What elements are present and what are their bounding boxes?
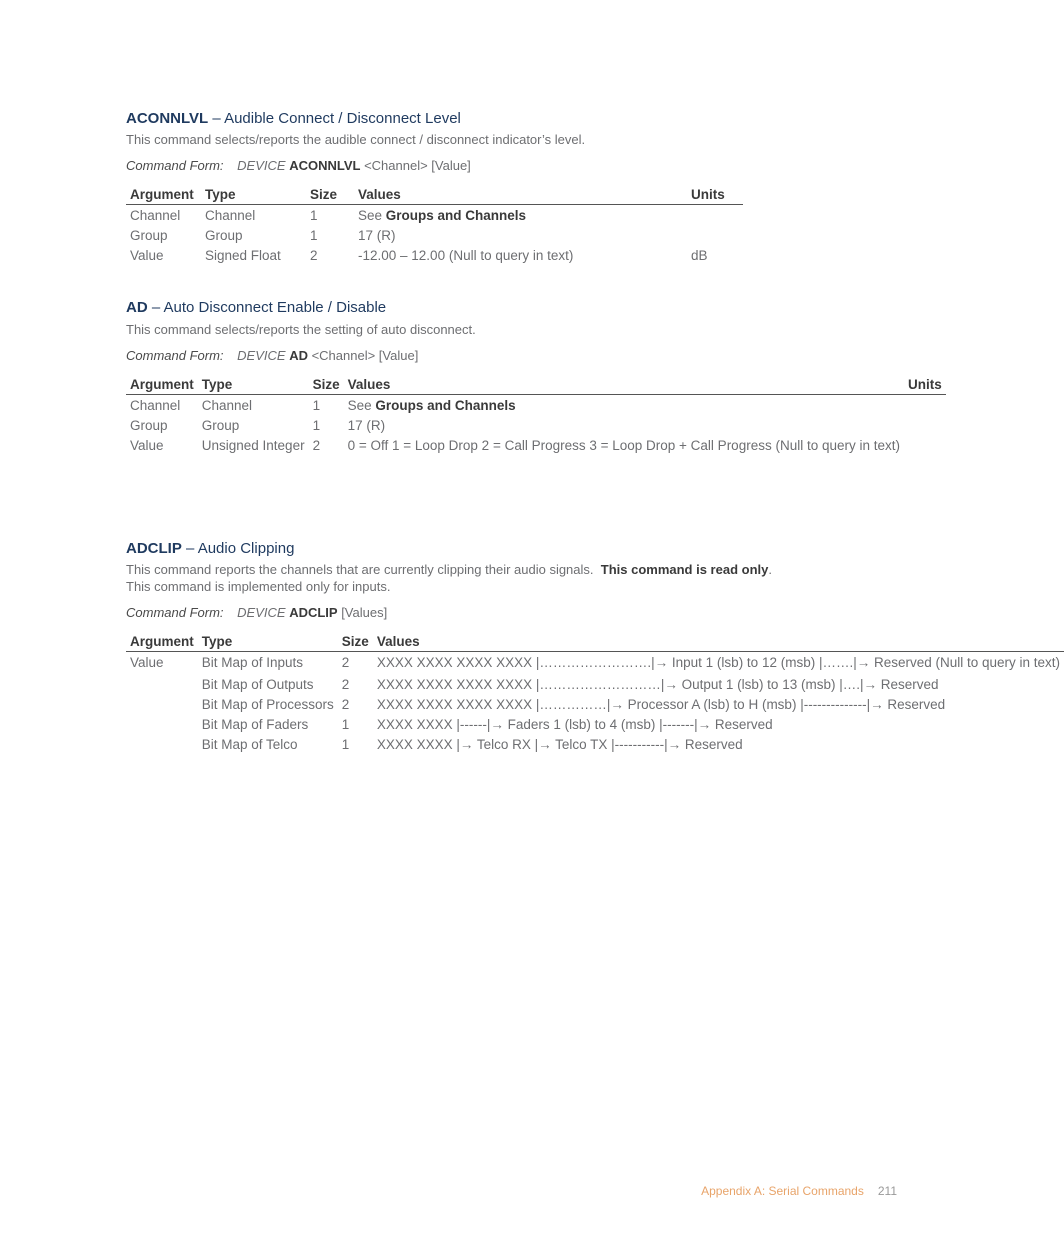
argument-table	[126, 375, 946, 455]
command-title: – Auto Disconnect Enable / Disable	[147, 299, 387, 316]
cell-values	[354, 205, 687, 226]
command-form	[126, 157, 743, 174]
cell-values: 0 = Off 1 = Loop Drop 2 = Call Progress 3 = Loop Drop + Call Progress (Null to query in text)	[347, 438, 900, 453]
cell-values: XXXX XXXX XXXX XXXX |……………|→ Processor A (lsb) to H (msb) |--------------|→ Reserved	[376, 697, 946, 712]
cell-type: Unsigned Integer	[201, 438, 305, 453]
cell-values: XXXX XXXX |→ Telco RX |→ Telco TX |-----------|→ Reserved	[376, 737, 743, 752]
command-name: ADCLIP	[126, 540, 182, 557]
cell-type: Channel	[201, 398, 253, 413]
cell-argument: Value	[130, 655, 164, 670]
command-form-device: DEVICE	[237, 158, 286, 173]
command-form	[126, 347, 946, 364]
cell-units	[687, 205, 743, 226]
description-text: This command reports the channels that are currently clipping their audio signals.	[126, 562, 601, 577]
cell-units: dB	[691, 248, 708, 263]
command-title: – Audible Connect / Disconnect Level	[208, 110, 461, 127]
cell-type: Bit Map of Faders	[201, 717, 309, 732]
groups-and-channels-reference: Groups and Channels	[375, 398, 516, 413]
header-argument: Argument	[126, 375, 198, 395]
table-row	[126, 245, 743, 265]
header-size: Size	[306, 185, 354, 205]
table-row	[126, 205, 743, 226]
cell-type: Bit Map of Inputs	[201, 655, 304, 670]
cell-type: Group	[205, 228, 243, 243]
cell-size: 2	[341, 677, 350, 692]
cell-values: 17 (R)	[358, 228, 396, 243]
cell-values: XXXX XXXX XXXX XXXX |…………………….|→ Input 1 (lsb) to 12 (msb) |…….|→ Reserved (Null to query in text)	[376, 655, 1061, 670]
header-values: Values	[354, 185, 687, 205]
section-ad	[126, 299, 946, 455]
section-heading	[126, 299, 946, 317]
section-description: This command selects/reports the audible connect / disconnect indicator’s level.	[126, 132, 586, 147]
command-name: ACONNLVL	[126, 110, 209, 127]
command-form-command: AD	[289, 348, 308, 363]
section-description-line-2: This command is implemented only for inputs.	[126, 579, 391, 594]
description-period: .	[768, 562, 772, 577]
footer-text: Appendix A: Serial Commands	[701, 1184, 864, 1198]
cell-size: 1	[310, 228, 318, 243]
cell-argument: Group	[130, 228, 168, 243]
header-type: Type	[198, 375, 309, 395]
cell-argument	[126, 694, 198, 714]
header-values: Values	[373, 632, 1064, 652]
page-number: 211	[877, 1184, 897, 1198]
cell-argument	[126, 734, 198, 754]
table-row	[126, 714, 1064, 734]
command-name: AD	[126, 299, 148, 316]
section-description	[126, 561, 1064, 578]
cell-argument	[126, 672, 198, 694]
cell-values: XXXX XXXX |------|→ Faders 1 (lsb) to 4 (msb) |-------|→ Reserved	[376, 717, 773, 732]
cell-units	[904, 415, 946, 435]
command-form-device: DEVICE	[237, 348, 286, 363]
cell-size: 1	[312, 418, 321, 433]
header-argument: Argument	[126, 185, 201, 205]
header-units: Units	[904, 375, 946, 395]
cell-units	[904, 435, 946, 455]
cell-values	[344, 395, 904, 416]
command-form-device: DEVICE	[237, 605, 286, 620]
header-values: Values	[344, 375, 904, 395]
cell-size: 2	[312, 438, 321, 453]
read-only-note: This command is read only	[600, 562, 769, 577]
command-title: – Audio Clipping	[181, 540, 295, 557]
header-size: Size	[338, 632, 373, 652]
header-type: Type	[201, 185, 306, 205]
command-form	[126, 604, 1064, 621]
command-form-label: Command Form:	[126, 158, 224, 173]
command-form-label: Command Form:	[126, 348, 224, 363]
section-description: This command selects/reports the setting of auto disconnect.	[126, 322, 476, 337]
groups-and-channels-reference: Groups and Channels	[385, 208, 527, 223]
cell-argument: Group	[130, 418, 168, 433]
cell-type: Bit Map of Processors	[201, 697, 334, 712]
cell-argument: Value	[130, 248, 164, 263]
page-footer	[701, 1184, 897, 1198]
values-prefix: See	[347, 398, 376, 413]
cell-size: 1	[341, 737, 350, 752]
table-row	[126, 435, 946, 455]
table-row	[126, 225, 743, 245]
table-row	[126, 734, 1064, 754]
header-size: Size	[309, 375, 344, 395]
command-form-label: Command Form:	[126, 605, 224, 620]
command-form-command: ADCLIP	[289, 605, 338, 620]
cell-type: Bit Map of Telco	[201, 737, 298, 752]
command-form-args: <Channel> [Value]	[360, 158, 471, 173]
cell-size: 1	[312, 398, 321, 413]
cell-argument	[126, 714, 198, 734]
cell-units	[687, 225, 743, 245]
section-aconnlvl	[126, 110, 743, 265]
table-row	[126, 415, 946, 435]
argument-table	[126, 185, 743, 265]
cell-argument: Channel	[130, 398, 181, 413]
table-header-row	[126, 632, 1064, 652]
cell-values: 17 (R)	[347, 418, 386, 433]
cell-values: XXXX XXXX XXXX XXXX |………………………|→ Output 1 (lsb) to 13 (msb) |….|→ Reserved	[376, 677, 939, 692]
cell-type: Group	[201, 418, 240, 433]
values-prefix: See	[358, 208, 386, 223]
cell-size: 1	[310, 208, 318, 223]
cell-size: 2	[310, 248, 318, 263]
cell-size: 1	[341, 717, 350, 732]
table-row	[126, 694, 1064, 714]
table-row	[126, 652, 1064, 673]
section-heading	[126, 540, 1064, 558]
argument-table	[126, 632, 1064, 754]
section-heading	[126, 110, 743, 128]
cell-argument: Value	[130, 438, 164, 453]
table-row	[126, 672, 1064, 694]
table-header-row	[126, 185, 743, 205]
cell-size: 2	[341, 697, 350, 712]
cell-type: Signed Float	[205, 248, 281, 263]
command-form-args: [Values]	[337, 605, 388, 620]
command-form-args: <Channel> [Value]	[307, 348, 419, 363]
section-adclip	[126, 540, 1064, 754]
header-units: Units	[687, 185, 743, 205]
cell-units	[904, 395, 946, 416]
command-form-command: ACONNLVL	[289, 158, 361, 173]
cell-type: Channel	[205, 208, 256, 223]
table-header-row	[126, 375, 946, 395]
cell-values: -12.00 – 12.00 (Null to query in text)	[358, 248, 574, 263]
header-argument: Argument	[126, 632, 198, 652]
cell-type: Bit Map of Outputs	[201, 677, 314, 692]
cell-argument: Channel	[130, 208, 181, 223]
header-type: Type	[198, 632, 338, 652]
cell-size: 2	[341, 655, 350, 670]
table-row	[126, 395, 946, 416]
